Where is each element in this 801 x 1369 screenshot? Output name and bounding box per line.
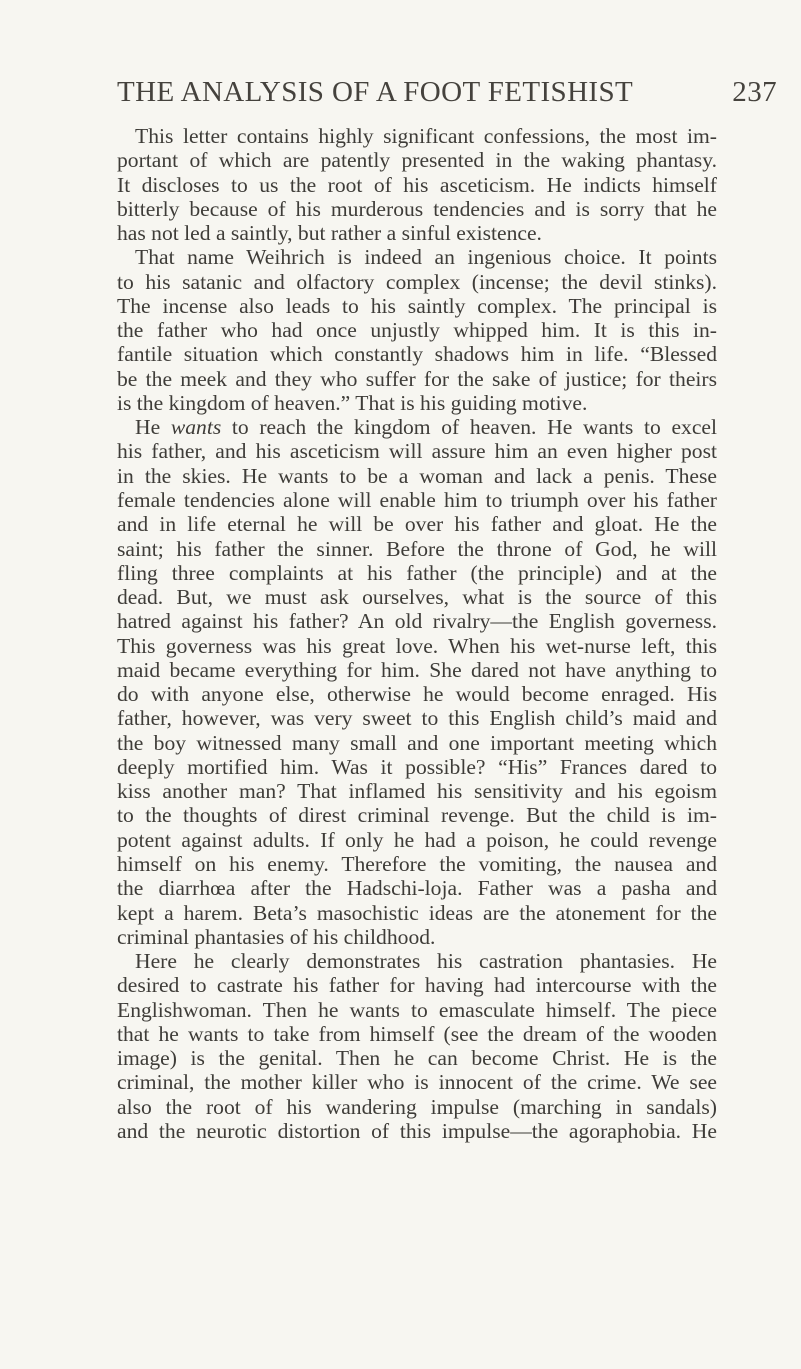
- text-line: dead. But, we must ask ourselves, what is the source of this: [117, 585, 717, 610]
- text-line: Here he clearly demonstrates his castration phantasies. He: [135, 949, 717, 974]
- text-line: has not led a saintly, but rather a sinful existence.: [117, 221, 542, 246]
- text-line: the father who had once unjustly whipped him. It is this in-: [117, 318, 717, 343]
- running-title: THE ANALYSIS OF A FOOT FETISHIST: [117, 76, 634, 108]
- text-line: This governess was his great love. When his wet-nurse left, this: [117, 633, 717, 658]
- text-line: himself on his enemy. Therefore the vomiting, the nausea and: [117, 851, 717, 876]
- text-line: that he wants to take from himself (see the dream of the wooden: [117, 1021, 717, 1046]
- text-line: criminal phantasies of his childhood.: [117, 924, 436, 949]
- text-line: It discloses to us the root of his asceticism. He indicts himself: [117, 172, 717, 197]
- text-line: and the neurotic distortion of this impulse—the agoraphobia. He: [117, 1118, 717, 1143]
- running-header: [117, 76, 777, 116]
- text-line: Englishwoman. Then he wants to emasculate himself. The piece: [117, 997, 717, 1022]
- text-line: potent against adults. If only he had a poison, he could revenge: [117, 827, 717, 852]
- text-line: maid became everything for him. She dared not have anything to: [117, 657, 717, 682]
- text-line: He wants to reach the kingdom of heaven. He wants to excel: [135, 415, 717, 440]
- text-line: in the skies. He wants to be a woman and lack a penis. These: [117, 463, 717, 488]
- text-line: is the kingdom of heaven.” That is his guiding motive.: [117, 390, 588, 415]
- text-line: This letter contains highly significant confessions, the most im-: [135, 124, 717, 148]
- text-line: female tendencies alone will enable him to triumph over his father: [117, 487, 717, 512]
- text-line: saint; his father the sinner. Before the throne of God, he will: [117, 536, 717, 561]
- text-line: hatred against his father? An old rivalry—the English governess.: [117, 609, 717, 634]
- text-line: his father, and his asceticism will assure him an even higher post: [117, 439, 717, 464]
- text-line: to his satanic and olfactory complex (incense; the devil stinks).: [117, 269, 717, 294]
- text-line: desired to castrate his father for having had intercourse with the: [117, 973, 717, 998]
- text-line: deeply mortified him. Was it possible? “His” Frances dared to: [117, 754, 717, 779]
- text-line: do with anyone else, otherwise he would become enraged. His: [117, 682, 717, 707]
- text-line: and in life eternal he will be over his father and gloat. He the: [117, 512, 717, 537]
- text-line: fling three complaints at his father (the principle) and at the: [117, 560, 717, 585]
- text-line: the diarrhœa after the Hadschi-loja. Father was a pasha and: [117, 876, 717, 901]
- text-line: The incense also leads to his saintly complex. The principal is: [117, 293, 717, 318]
- text-line: criminal, the mother killer who is innocent of the crime. We see: [117, 1070, 717, 1095]
- emphasis: wants: [170, 415, 222, 440]
- text-line: to the thoughts of direst criminal revenge. But the child is im-: [117, 803, 717, 828]
- text-line: portant of which are patently presented in the waking phantasy.: [117, 148, 717, 173]
- text-line: image) is the genital. Then he can become Christ. He is the: [117, 1046, 717, 1071]
- text-line: fantile situation which constantly shadows him in life. “Blessed: [117, 342, 717, 367]
- text-line: kiss another man? That inflamed his sensitivity and his egoism: [117, 779, 717, 804]
- text-line: also the root of his wandering impulse (marching in sandals): [117, 1094, 717, 1119]
- page-number: 237: [732, 76, 777, 108]
- text-line: That name Weihrich is indeed an ingenious choice. It points: [135, 245, 717, 270]
- text-line: be the meek and they who suffer for the sake of justice; for theirs: [117, 366, 717, 391]
- text-line: father, however, was very sweet to this English child’s maid and: [117, 706, 717, 731]
- text-line: kept a harem. Beta’s masochistic ideas are the atonement for the: [117, 900, 717, 925]
- text-line: the boy witnessed many small and one important meeting which: [117, 730, 717, 755]
- body-text: [117, 124, 717, 1143]
- text-line: bitterly because of his murderous tendencies and is sorry that he: [117, 196, 717, 221]
